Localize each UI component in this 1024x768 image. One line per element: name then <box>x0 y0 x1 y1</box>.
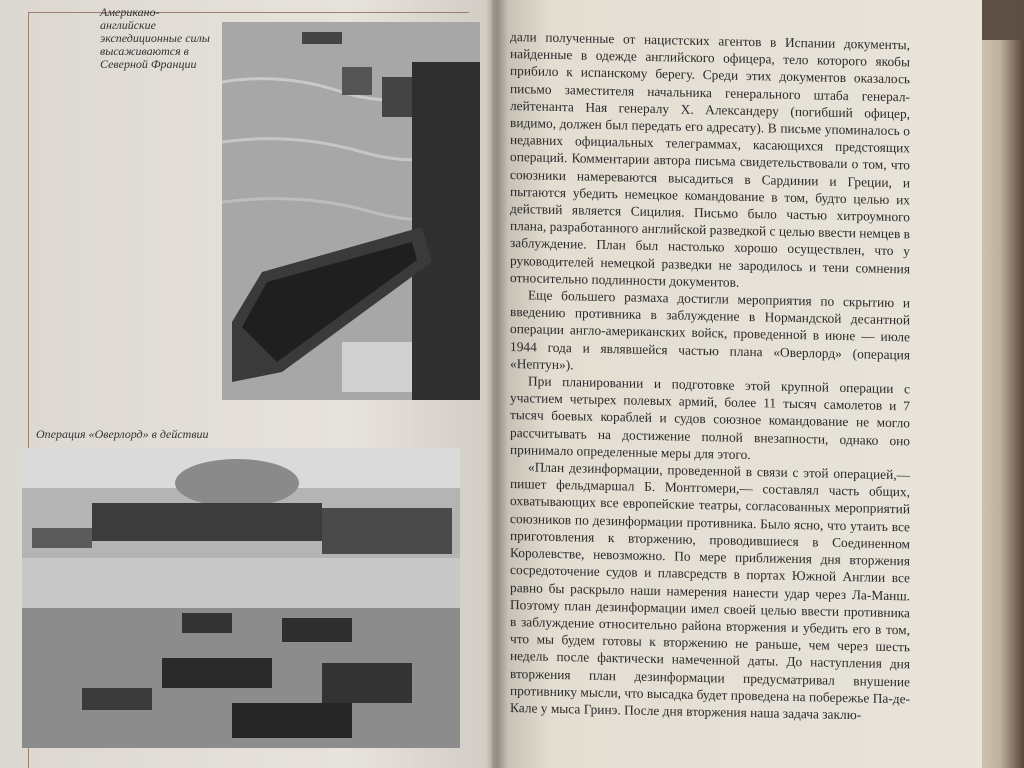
paragraph-4: «План дезинформации, проведенной в связи с этой операцией,— пишет фельдмаршал Б. Монтгомери,— составлял часть общих, охватывающих все европейские театры, согласованных мероприятий союзников по дезинформации противника. Было ясно, что утаить все приготовления к вторжению, проводившиеся в Соединенном Королевстве, невозможно. По мере приближения дня вторжения сосредоточение судов и плавсредств в портах Южной Англии все равно бы раскрыло наши намерения нанести удар через Ла-Манш. Поэтому план дезинформации имел своей целью ввести противника в заблуждение относительно района вторжения и убедить его в том, что мы будем готовы к вторжению не раньше, чем через шесть недель после фактически намеченной даты. До наступления дня вторжения план дезинформации предусматривал внушение противнику мысли, что высадка будет проведена на побережье Па-де-Кале у мыса Гринэ. После дня вторжения наша задача заклю- <box>510 459 910 723</box>
book-spine-shadow <box>486 0 508 768</box>
paragraph-3: При планировании и подготовке этой крупной операции с участием четырех полевых армий, более 11 тысяч самолетов и 7 тысяч боевых кораблей и судов союзное командование не могло рассчитывать на достижение полной внезапности, однако оно принимало определенные меры для этого. <box>510 373 910 462</box>
beach-landing-photo-art <box>22 448 460 748</box>
landing-craft-photo <box>222 22 480 400</box>
right-page-text <box>510 28 910 725</box>
left-page <box>0 0 500 768</box>
paragraph-1: дали полученные от нацистских агентов в Испании документы, найденные в одежде английского офицера, тело которого якобы прибило к испанскому берегу. Среди этих документов оказалось письмо заместителя начальника генерального штаба генерал-лейтенанта Ная генералу Х. Александеру (погибший офицер, видимо, должен был передать его адресату). В письме упоминалось о недавних официальных телеграммах, касающихся предстоящих операций. Комментарии автора письма свидетельствовали о том, что союзники намереваются высадиться в Сардинии и Греции, и пытаются убедить немецкое командование в том, будто целью их действий является Сицилия. Письмо было частью хитроумного плана, разработанного английской разведкой с целью ввести немцев в заблуждение. План был настолько хорошо осуществлен, что у руководителей немецкой разведки не зародилось и тени сомнения относительно подлинности документов. <box>510 29 910 290</box>
paragraph-2: Еще большего размаха достигли мероприятия по скрытию и введению противника в заблуждение в Нормандской десантной операции англо-американских войск, проведенной в июне — июле 1944 года и являвшейся частью плана «Оверлорд» (операция «Нептун»). <box>510 287 910 373</box>
landing-craft-photo-art <box>222 22 480 400</box>
beach-landing-photo <box>22 448 460 748</box>
top-photo-caption: Американо-английские экспедиционные силы высаживаются в Северной Франции <box>100 5 210 71</box>
bottom-photo-caption: Операция «Оверлорд» в действии <box>36 427 209 441</box>
